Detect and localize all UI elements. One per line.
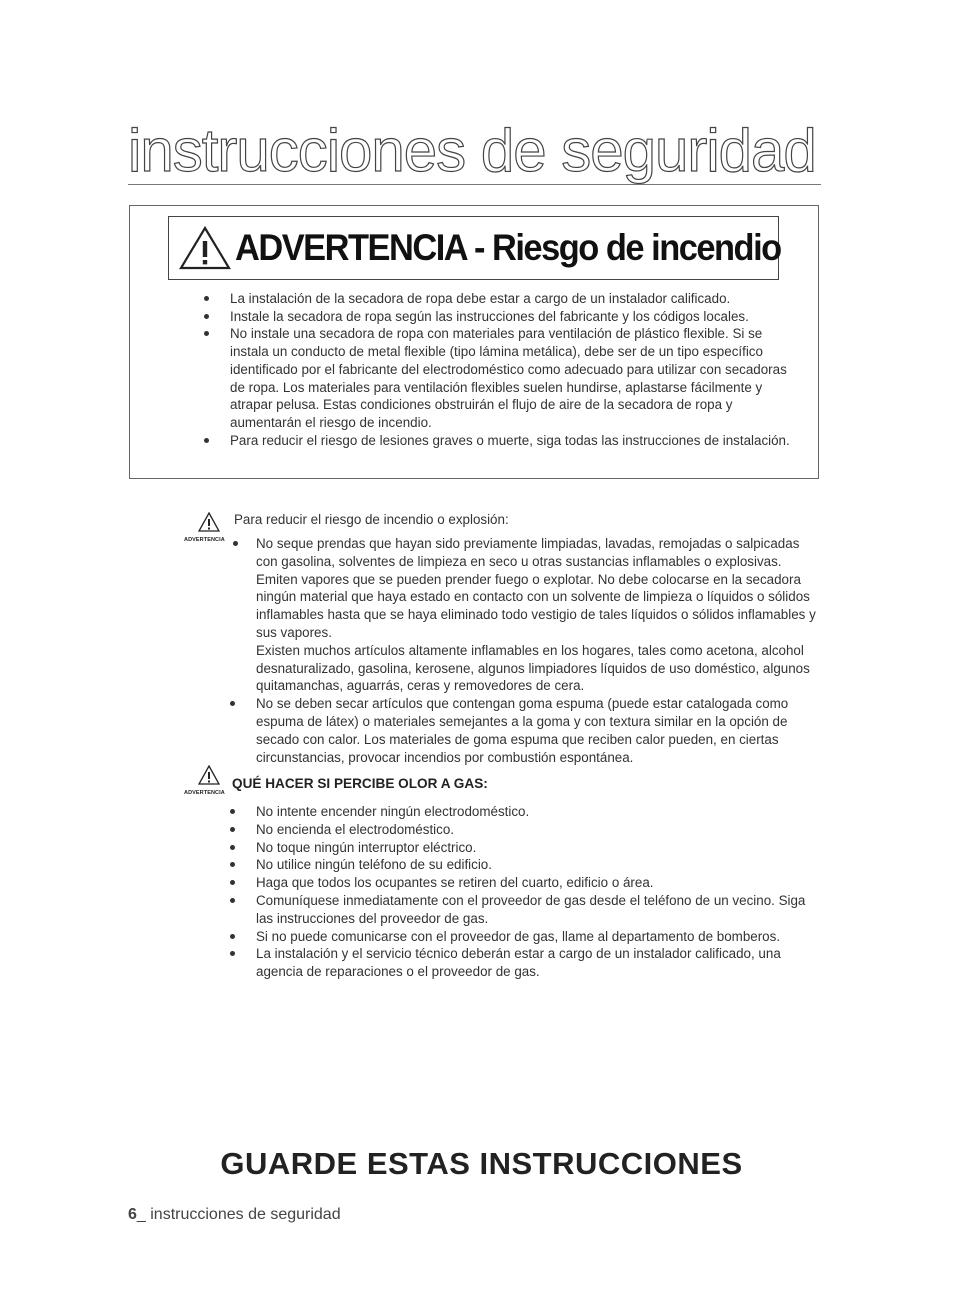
- fire-section-list: [256, 535, 821, 766]
- save-instructions-title: GUARDE ESTAS INSTRUCCIONES: [220, 1146, 743, 1181]
- warning-banner: [168, 216, 779, 280]
- page-title: instrucciones de seguridad: [128, 118, 821, 185]
- list-item: Para reducir el riesgo de lesiones graves o muerte, siga todas las instrucciones de instalación.: [230, 432, 790, 450]
- list-item: No se deben secar artículos que contengan goma espuma (puede estar catalogada como espuma de látex) o materiales semejantes a la goma y con textura similar en la opción de secado con calor. Los materiales de goma espuma que reciben calor pueden, en ciertas circunstancias, provocar incendios por combustión espontánea.: [256, 695, 821, 766]
- gas-section-list: [256, 803, 821, 981]
- page-number: 6: [128, 1206, 137, 1223]
- fire-section-heading: Para reducir el riesgo de incendio o explosión:: [234, 512, 509, 527]
- list-item: Si no puede comunicarse con el proveedor de gas, llame al departamento de bomberos.: [256, 928, 821, 946]
- warning-triangle-icon: [179, 225, 231, 271]
- list-item: No instale una secadora de ropa con materiales para ventilación de plástico flexible. Si se instala un conducto de metal flexible (tipo lámina metálica), debe ser de un tipo específico identificado por el fabricante del electrodoméstico como adecuado para utilizar con secadoras de ropa. Los materiales para ventilación flexibles suelen hundirse, aplastarse fácilmente y atrapar pelusa. Estas condiciones obstruirán el flujo de aire de la secadora de ropa y aumentarán el riesgo de incendio.: [230, 325, 790, 431]
- list-item: No toque ningún interruptor eléctrico.: [256, 839, 821, 857]
- warning-icon-label: ADVERTENCIA: [184, 537, 225, 543]
- list-item: Instale la secadora de ropa según las instrucciones del fabricante y los códigos locales.: [230, 308, 790, 326]
- warning-list: [230, 290, 790, 449]
- list-item: Haga que todos los ocupantes se retiren del cuarto, edificio o área.: [256, 874, 821, 892]
- list-item: No intente encender ningún electrodoméstico.: [256, 803, 821, 821]
- page-footer: [128, 1206, 341, 1224]
- page-footer-label: _ instrucciones de seguridad: [136, 1206, 341, 1223]
- list-item: No utilice ningún teléfono de su edificio.: [256, 856, 821, 874]
- list-item: Comuníquese inmediatamente con el proveedor de gas desde el teléfono de un vecino. Siga las instrucciones del proveedor de gas.: [256, 892, 821, 928]
- list-item: La instalación y el servicio técnico deberán estar a cargo de un instalador calificado, una agencia de reparaciones o el proveedor de gas.: [256, 945, 821, 981]
- fire-warning-box: [129, 205, 819, 479]
- warning-triangle-icon: [198, 512, 220, 532]
- warning-icon-label: ADVERTENCIA: [184, 790, 225, 796]
- list-item: No encienda el electrodoméstico.: [256, 821, 821, 839]
- list-item: No seque prendas que hayan sido previamente limpiadas, lavadas, remojadas o salpicadas con gasolina, solventes de limpieza en seco u otras sustancias inflamables o explosivas. Emiten vapores que se pueden prender fuego o explotar. No debe colocarse en la secadora ningún material que haya estado en contacto con un solvente de limpieza o líquidos o sólidos inflamables hasta que se haya eliminado todo vestigio de tales líquidos o sólidos inflamables y sus vapores. Existen muchos artículos altamente inflamables en los hogares, tales como acetona, alcohol desnaturalizado, gasolina, kerosene, algunos limpiadores líquidos de uso doméstico, algunos quitamanchas, aguarrás, ceras y removedores de cera.: [256, 535, 821, 695]
- warning-triangle-icon: [198, 765, 220, 785]
- list-item: La instalación de la secadora de ropa debe estar a cargo de un instalador calificado.: [230, 290, 790, 308]
- gas-section-heading: QUÉ HACER SI PERCIBE OLOR A GAS:: [232, 776, 488, 791]
- warning-banner-title: ADVERTENCIA - Riesgo de incendio: [235, 227, 781, 268]
